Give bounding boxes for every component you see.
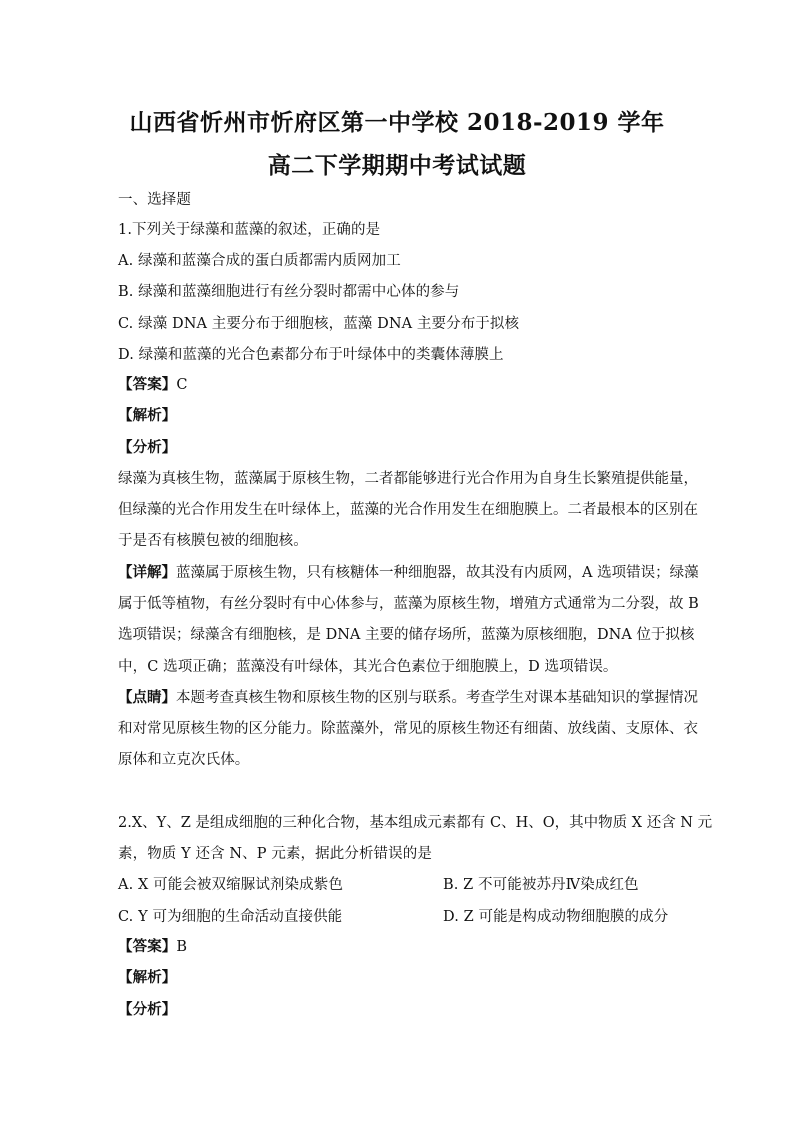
q1-detail-line1: [118, 561, 699, 582]
q1-analysis-line2: 但绿藻的光合作用发生在叶绿体上，蓝藻的光合作用发生在细胞膜上。二者最根本的区别在: [118, 502, 698, 518]
q1-detail-text1: 蓝藻属于原核生物，只有核糖体一种细胞器，故其没有内质网，A 选项错误；绿藻: [176, 565, 699, 581]
q1-answer: [118, 373, 188, 394]
q1-analysis-line1: 绿藻为真核生物，蓝藻属于原核生物，二者都能够进行光合作用为自身生长繁殖提供能量，: [118, 471, 698, 487]
q2-answer-label: 【答案】: [118, 938, 177, 955]
q1-comment-line2: 和对常见原核生物的区分能力。除蓝藻外，常见的原核生物还有细菌、放线菌、支原体、衣: [118, 721, 698, 737]
q1-detail-line4: 中，C 选项正确；蓝藻没有叶绿体，其光合色素位于细胞膜上，D 选项错误。: [118, 659, 618, 675]
q1-comment-line1: [118, 686, 698, 707]
q1-option-c: C. 绿藻 DNA 主要分布于细胞核，蓝藻 DNA 主要分布于拟核: [118, 316, 520, 332]
q2-answer-value: B: [176, 939, 188, 955]
document-title-line2: 高二下学期期中考试试题: [267, 152, 527, 179]
q2-option-c: C. Y 可为细胞的生命活动直接供能: [118, 909, 343, 925]
q1-option-a: A. 绿藻和蓝藻合成的蛋白质都需内质网加工: [118, 253, 401, 269]
q1-option-d: D. 绿藻和蓝藻的光合色素都分布于叶绿体中的类囊体薄膜上: [118, 347, 504, 363]
q2-jiexi-label: 【解析】: [118, 969, 177, 986]
q1-answer-value: C: [176, 377, 188, 393]
q1-option-b: B. 绿藻和蓝藻细胞进行有丝分裂时都需中心体的参与: [118, 284, 460, 300]
section-heading: 一、选择题: [118, 192, 191, 208]
q2-option-a: A. X 可能会被双缩脲试剂染成紫色: [118, 877, 343, 893]
q1-fenxi-label: 【分析】: [118, 439, 177, 456]
q2-answer: [118, 935, 187, 956]
q2-option-b: B. Z 不可能被苏丹Ⅳ染成红色: [443, 877, 639, 893]
document-title-line1: 山西省忻州市忻府区第一中学校 2018-2019 学年: [129, 109, 665, 136]
q1-detail-line3: 选项错误；绿藻含有细胞核，是 DNA 主要的储存场所，蓝藻为原核细胞，DNA 位于拟核: [118, 627, 695, 643]
q2-fenxi-label: 【分析】: [118, 1001, 177, 1018]
q1-jiexi-label: 【解析】: [118, 407, 177, 424]
q2-stem-line2: 素，物质 Y 还含 N、P 元素，据此分析错误的是: [118, 846, 432, 862]
q1-answer-label: 【答案】: [118, 376, 177, 393]
q1-comment-line3: 原体和立克次氏体。: [118, 752, 250, 768]
q1-comment-text1: 本题考查真核生物和原核生物的区别与联系。考查学生对课本基础知识的掌握情况: [176, 690, 698, 706]
q1-detail-line2: 属于低等植物，有丝分裂时有中心体参与，蓝藻为原核生物，增殖方式通常为二分裂，故 B: [118, 596, 699, 612]
q1-analysis-line3: 于是否有核膜包被的细胞核。: [118, 533, 308, 549]
q1-stem: 1.下列关于绿藻和蓝藻的叙述，正确的是: [118, 222, 381, 238]
q1-comment-label: 【点睛】: [118, 689, 176, 706]
q2-option-d: D. Z 可能是构成动物细胞膜的成分: [443, 909, 669, 925]
q1-detail-label: 【详解】: [118, 564, 176, 581]
q2-stem-line1: 2.X、Y、Z 是组成细胞的三种化合物，基本组成元素都有 C、H、O，其中物质 X 还含 N 元: [118, 815, 713, 831]
